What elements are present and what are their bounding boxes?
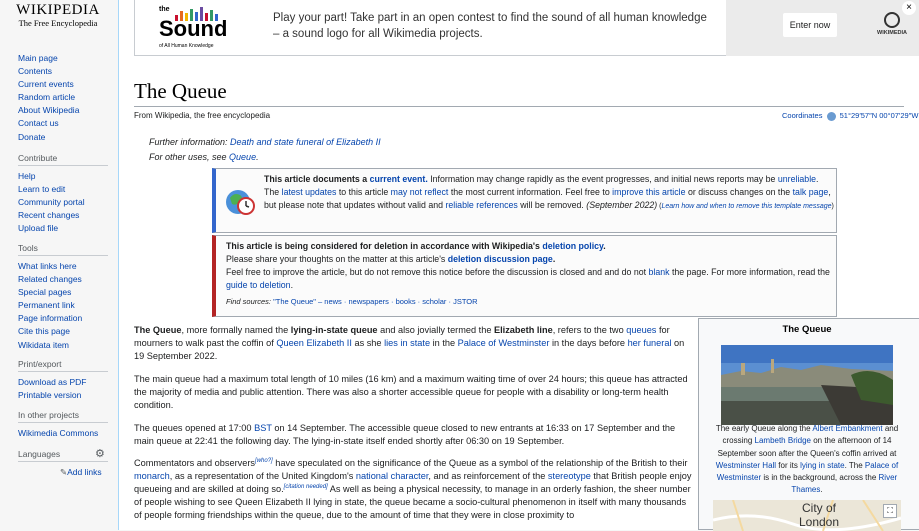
paragraph-2: The main queue had a maximum total length of 10 miles (16 km) and a maximum waiting time of over 24 hours; this queue has attracted the majority of media and public attention. There was also a shorter accessible queue for people with a disability or long-term health condition.: [134, 374, 688, 410]
globe-clock-icon: [224, 186, 256, 218]
text-run: the page. For more information, read the: [669, 267, 830, 277]
wikimedia-logo: [867, 12, 917, 36]
text-run: The Queue: [134, 325, 182, 335]
hatnote-prefix: Further information:: [149, 137, 231, 147]
text-run: .: [820, 485, 823, 495]
logo-title: WIKIPEDIA: [16, 2, 100, 18]
text-run: on the afternoon of 14 September soon after the Queen's coffin arrived at: [717, 436, 897, 458]
text-run: The queues opened at 17:00: [134, 423, 255, 433]
hatnote-suffix: .: [256, 152, 259, 162]
location-map[interactable]: [713, 500, 901, 531]
text-run: . The: [844, 460, 865, 470]
nav-item-help[interactable]: Help: [18, 171, 36, 181]
sound-logo: [155, 6, 235, 50]
wikimedia-logo-label: WIKIMEDIA: [877, 30, 907, 36]
text-run: , refers to the two: [552, 325, 627, 335]
current-event-notice: [212, 168, 837, 233]
nav-item-related-changes[interactable]: Related changes: [18, 274, 82, 285]
deletion-discussion-link[interactable]: deletion discussion page: [447, 254, 553, 264]
nav-main: [18, 52, 113, 144]
sidebar: [0, 0, 118, 530]
text-run: have speculated on the significance of the Queue as a symbol of the relationship of the British to their: [272, 458, 688, 468]
hatnote-link-queue[interactable]: Queue: [229, 152, 257, 162]
nav-tools: [18, 243, 113, 352]
text-run: The early Queue along the: [715, 424, 813, 433]
text-run: This article is being considered for deletion in accordance with Wikipedia's: [226, 241, 543, 251]
guide-to-deletion-link[interactable]: guide to deletion: [226, 280, 291, 290]
nav-heading-tools: Tools: [18, 243, 108, 256]
national-character-link[interactable]: national character: [355, 471, 429, 481]
text-run: .: [290, 280, 294, 290]
nav-item-cite-this-page[interactable]: Cite this page: [18, 326, 70, 337]
text-run: , but please note that updates without valid and: [264, 187, 831, 210]
text-run: (: [657, 203, 662, 210]
sound-logo-prefix: the: [159, 6, 170, 13]
lying-in-state-link[interactable]: lying in state: [800, 460, 845, 470]
nav-heading-contribute: Contribute: [18, 153, 108, 166]
stereotype-link[interactable]: stereotype: [547, 471, 591, 481]
nav-item-recent-changes[interactable]: Recent changes: [18, 210, 80, 221]
tagline: From Wikipedia, the free encyclopedia: [134, 111, 271, 120]
hatnote-other-uses: [149, 152, 259, 162]
text-run: the most current information. Feel free to: [448, 187, 613, 197]
text-run: . The: [264, 174, 819, 197]
deletion-line-2: [226, 253, 833, 266]
nav-heading-other-projects: In other projects: [18, 410, 108, 423]
current-event-lead: [264, 174, 428, 184]
logo-subtitle: The Free Encyclopedia: [18, 18, 98, 28]
languages-label: Languages: [18, 449, 61, 459]
text-run: as she: [351, 338, 385, 348]
nav-item-what-links-here[interactable]: What links here: [18, 261, 77, 271]
nav-item-special-pages[interactable]: Special pages: [18, 287, 72, 298]
queen-elizabeth-link[interactable]: Queen Elizabeth II: [276, 338, 352, 348]
text-run: lying-in-state queue: [290, 325, 378, 335]
deletion-text: [226, 240, 833, 308]
map-expand-icon[interactable]: ⛶: [883, 504, 897, 518]
current-event-link[interactable]: current event.: [369, 174, 428, 184]
westminster-hall-link[interactable]: Westminster Hall: [715, 460, 777, 470]
text-run: Information may change rapidly as the event progresses, and initial news reports may be: [427, 174, 778, 184]
may-not-reflect-link[interactable]: may not reflect: [390, 187, 449, 197]
nav-item-main-page[interactable]: Main page: [18, 53, 58, 63]
coordinates-label[interactable]: Coordinates: [782, 111, 823, 120]
deletion-line-1: [226, 240, 833, 253]
nav-item-page-information[interactable]: Page information: [18, 313, 83, 324]
nav-item-wikimedia-commons[interactable]: Wikimedia Commons: [18, 428, 99, 438]
nav-print: [18, 359, 113, 402]
wikipedia-logo[interactable]: [10, 2, 106, 28]
page-title: The Queue: [134, 79, 904, 107]
queue-photo[interactable]: [721, 345, 893, 425]
text-run: or discuss changes on the: [685, 187, 793, 197]
text-run: , more formally named the: [181, 325, 291, 335]
infobox: [698, 318, 919, 530]
river-thames-link[interactable]: River Thames: [791, 473, 898, 495]
deletion-policy-link[interactable]: deletion policy: [542, 241, 604, 251]
text-run: in the: [430, 338, 458, 348]
close-banner-button[interactable]: ×: [902, 1, 916, 15]
text-run: ): [831, 203, 834, 210]
paragraph-4: [134, 457, 696, 522]
nav-item-community-portal[interactable]: Community portal: [18, 197, 85, 208]
palace-westminster-link[interactable]: Palace of Westminster: [457, 338, 550, 348]
albert-embankment-link[interactable]: Albert Embankment: [812, 424, 883, 433]
sound-logo-subtitle: of All Human Knowledge: [159, 43, 214, 49]
coordinates-value[interactable]: 51°29′57″N 00°07′29″W: [839, 111, 919, 120]
text-run: , and as reinforcement of the: [428, 471, 548, 481]
text-run: and also jovially termed the: [377, 325, 494, 335]
text-run: As well as being a physical necessity, to manage in an orderly fashion, the sheer number of people wishing to see Queen Elizabeth II lying in state, the queue became a socio-cultural phenomenon in itself with many thousands of people forming friendships within the queue, due to the amount of time that they were in close proximity to: [134, 484, 691, 520]
text-run: and crossing: [722, 424, 899, 446]
nav-heading-print: Print/export: [18, 359, 108, 372]
nav-item-upload-file[interactable]: Upload file: [18, 223, 59, 234]
text-run: Commentators and observers: [134, 458, 256, 468]
pencil-icon: ✎: [60, 467, 68, 477]
find-sources: [226, 295, 833, 308]
add-links-label: Add links: [67, 467, 102, 477]
hatnote-further-information: [149, 137, 381, 147]
enter-now-button[interactable]: Enter now: [783, 13, 837, 37]
coordinates: [782, 111, 918, 121]
text-run: to this article: [336, 187, 391, 197]
text-run: in the days before: [549, 338, 628, 348]
nav-heading-languages: [18, 449, 108, 462]
lies-in-state-link[interactable]: lies in state: [384, 338, 431, 348]
learn-how-link[interactable]: Learn how and when to remove this template message: [661, 203, 832, 210]
bst-link[interactable]: BST: [254, 423, 272, 433]
date-note: (September 2022): [586, 200, 658, 210]
text-run: will be removed.: [517, 200, 587, 210]
paragraph-1: [134, 324, 696, 363]
citation-needed-tag[interactable]: [citation needed]: [283, 483, 328, 490]
nav-item-contents[interactable]: Contents: [18, 66, 53, 77]
banner-message: Play your part! Take part in an open contest to find the sound of all human knowledge – a sound logo for all Wikimedia projects.: [273, 12, 707, 40]
content-area: [118, 0, 919, 530]
monarch-link[interactable]: monarch: [134, 471, 170, 481]
nav-item-printable-version[interactable]: Printable version: [18, 390, 82, 401]
text-run: that British people enjoy queueing and are skilled at doing so.: [134, 471, 692, 494]
palace-westminster-caption-link[interactable]: Palace of Westminster: [716, 460, 899, 483]
who-tag[interactable]: [who?]: [255, 457, 273, 464]
text-run: Feel free to improve the article, but do not remove this notice before the discussion is closed and and do not: [226, 267, 649, 277]
hatnote-link-death-funeral[interactable]: Death and state funeral of Elizabeth II: [230, 137, 381, 147]
text-run: is in the background, across the: [761, 473, 879, 483]
infobox-caption: [707, 423, 907, 497]
text-run: Elizabeth line: [493, 325, 553, 335]
text-run: This article documents a: [264, 174, 370, 184]
text-run: on 14 September. The accessible queue closed to new entrants at 16:33 on 17 September and the main queue at 22:41 the following day. The lying-in-state itself ended shortly after 06:30 on 19 September.: [134, 423, 676, 446]
infobox-title: The Queue: [782, 324, 832, 335]
map-label: City of London: [798, 501, 840, 529]
nav-item-current-events[interactable]: Current events: [18, 79, 74, 90]
deletion-line-3: [226, 266, 833, 292]
blank-link[interactable]: blank: [648, 267, 670, 277]
add-links-link[interactable]: [18, 466, 113, 479]
talk-page-link[interactable]: talk page: [792, 187, 829, 197]
paragraph-3: [134, 422, 696, 448]
lambeth-bridge-link[interactable]: Lambeth Bridge: [754, 436, 811, 446]
unreliable-link[interactable]: unreliable: [777, 174, 817, 184]
nav-item-contact[interactable]: Contact us: [18, 118, 59, 129]
nav-item-about[interactable]: About Wikipedia: [18, 105, 80, 116]
globe-icon[interactable]: [827, 112, 836, 121]
reliable-references-link[interactable]: reliable references: [445, 200, 518, 210]
nav-item-download-pdf[interactable]: Download as PDF: [18, 377, 87, 387]
current-event-text: [264, 173, 834, 213]
nav-languages: [18, 449, 113, 479]
deletion-notice: [212, 235, 837, 317]
text-run: on 19 September 2022.: [134, 338, 685, 361]
hatnote-prefix: For other uses, see: [149, 152, 230, 162]
find-sources-links[interactable]: "The Queue" – news · newspapers · books · scholar · JSTOR: [273, 297, 478, 306]
text-run: for mourners to walk past the coffin of: [134, 325, 670, 348]
text-run: Please share your thoughts on the matter at this article's: [226, 254, 448, 264]
latest-updates-link[interactable]: latest updates: [281, 187, 337, 197]
text-run: , as a representation of the United Kingdom's: [169, 471, 356, 481]
nav-item-learn-to-edit[interactable]: Learn to edit: [18, 184, 66, 195]
nav-item-random-article[interactable]: Random article: [18, 92, 76, 103]
her-funeral-link[interactable]: her funeral: [627, 338, 672, 348]
nav-item-permanent-link[interactable]: Permanent link: [18, 300, 75, 311]
queues-link[interactable]: queues: [626, 325, 657, 335]
banner-cta-area: [726, 0, 919, 56]
nav-contribute: [18, 153, 113, 235]
sound-logo-text: Sound: [159, 16, 228, 41]
nav-item-donate[interactable]: Donate: [18, 131, 46, 142]
nav-item-wikidata-item[interactable]: Wikidata item: [18, 339, 70, 350]
text-run: .: [552, 254, 556, 264]
sound-logo-banner: [134, 0, 919, 56]
wikimedia-logo-icon: [884, 12, 900, 28]
nav-other-projects: [18, 410, 113, 440]
improve-article-link[interactable]: improve this article: [612, 187, 686, 197]
gear-icon[interactable]: ⚙: [95, 448, 105, 460]
text-run: .: [603, 241, 606, 251]
text-run: for its: [776, 460, 801, 470]
find-sources-label: Find sources:: [226, 297, 274, 306]
